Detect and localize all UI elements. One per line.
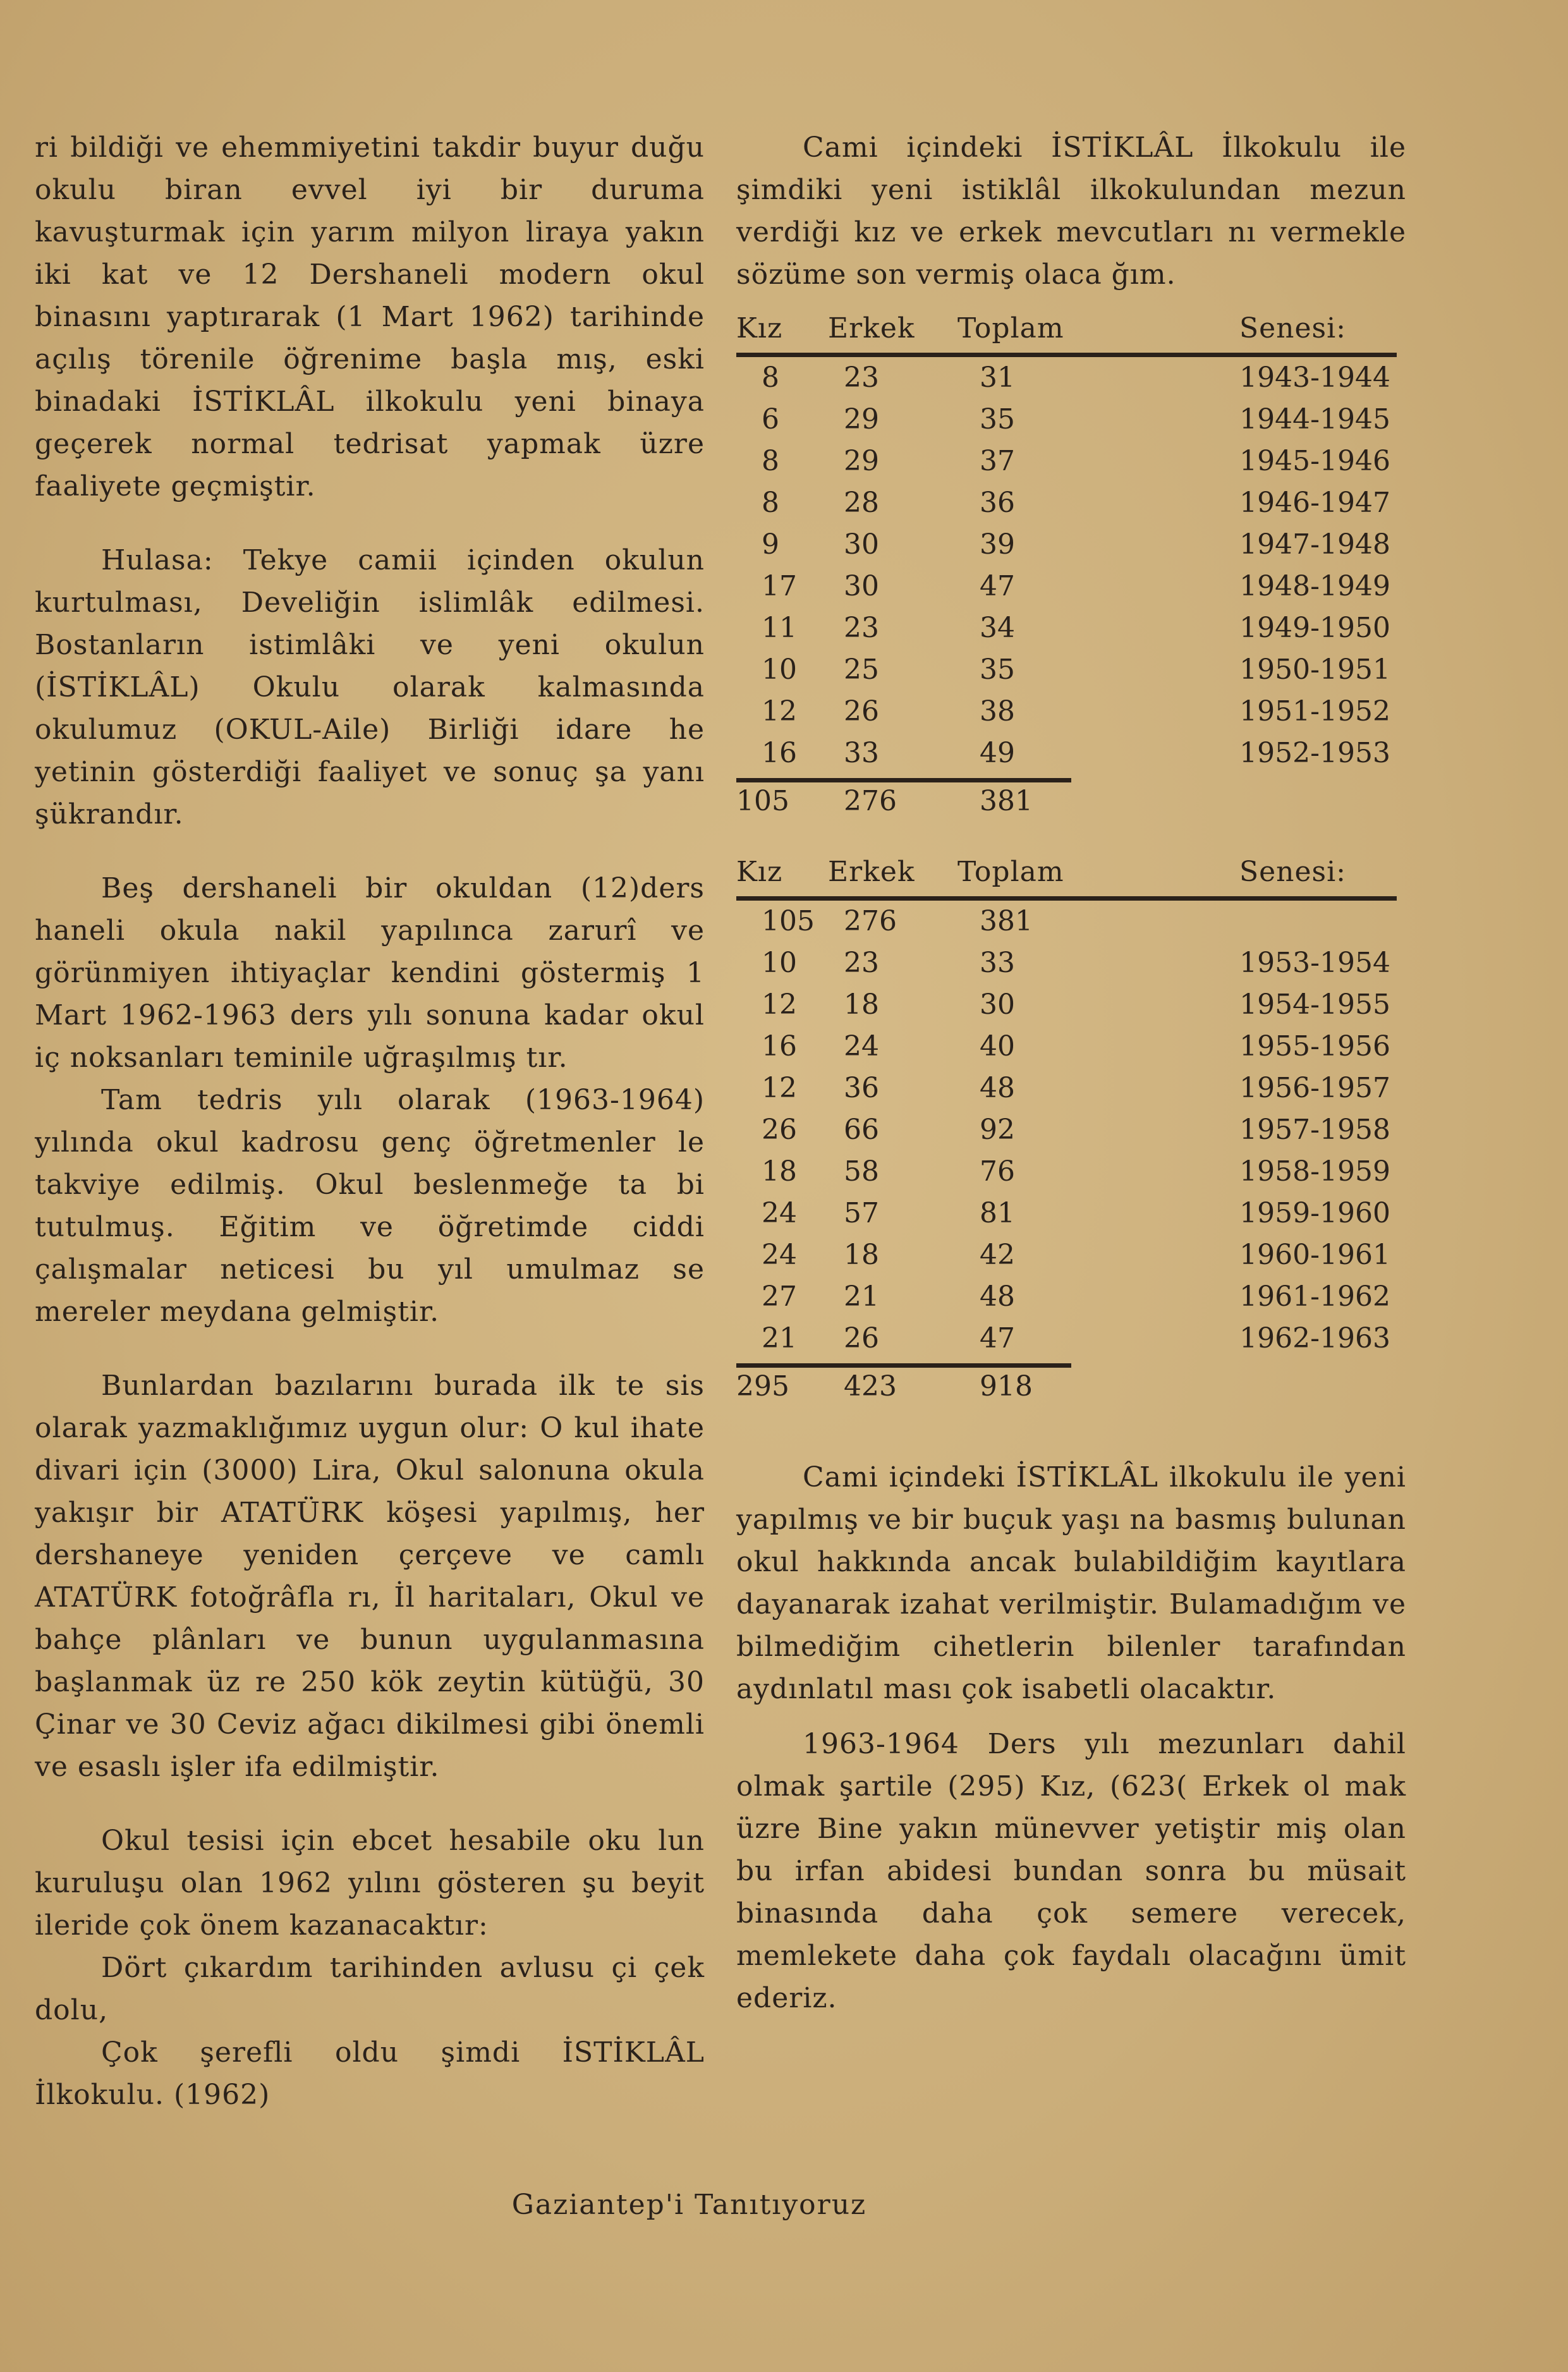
header-toplam: Toplam xyxy=(957,312,1064,344)
cell-toplam: 76 xyxy=(980,1155,1015,1188)
cell-erkek: 24 xyxy=(844,1030,879,1062)
total-rule xyxy=(736,1363,1071,1368)
cell-toplam: 42 xyxy=(980,1239,1015,1271)
cell-toplam: 81 xyxy=(980,1197,1015,1229)
table-row xyxy=(736,733,1406,774)
table-row xyxy=(736,566,1406,607)
table-header xyxy=(736,852,1397,901)
cell-toplam: 92 xyxy=(980,1114,1015,1146)
cell-senesi: 1952-1953 xyxy=(1239,737,1390,769)
cell-erkek: 23 xyxy=(844,947,879,979)
cell-senesi: 1953-1954 xyxy=(1239,947,1390,979)
paragraph: Tam tedris yılı olarak (1963-1964) yılında okul kadrosu genç öğretmenler le takviye edilmiş. Okul beslenmeğe ta bi tutulmuş. Eğitim ve öğretimde ciddi çalışmalar neticesi bu yıl umulmaz se mereler meydana gelmiştir. xyxy=(35,1084,705,1328)
cell-erkek: 23 xyxy=(844,612,879,644)
cell-toplam: 40 xyxy=(980,1030,1015,1062)
cell-toplam: 47 xyxy=(980,1322,1015,1354)
cell-toplam: 39 xyxy=(980,528,1015,561)
cell-senesi: 1948-1949 xyxy=(1239,570,1390,602)
graduates-table-2 xyxy=(736,852,1406,1406)
table-row xyxy=(736,901,1406,942)
cell-erkek: 66 xyxy=(844,1114,879,1146)
cell-erkek: 33 xyxy=(844,737,879,769)
cell-senesi: 1946-1947 xyxy=(1239,487,1390,519)
header-toplam: Toplam xyxy=(957,856,1064,888)
cell-kiz: 8 xyxy=(762,362,779,394)
table-row xyxy=(736,1109,1406,1151)
cell-toplam: 30 xyxy=(980,988,1015,1021)
cell-senesi: 1961-1962 xyxy=(1239,1280,1390,1313)
cell-toplam: 37 xyxy=(980,445,1015,477)
table-row xyxy=(736,441,1406,482)
cell-kiz: 6 xyxy=(762,403,779,435)
cell-senesi: 1956-1957 xyxy=(1239,1072,1390,1104)
total-toplam: 381 xyxy=(980,785,1033,817)
cell-kiz: 12 xyxy=(762,988,797,1021)
page-footer: Gaziantep'i Tanıtıyoruz xyxy=(511,2189,867,2221)
cell-toplam: 35 xyxy=(980,403,1015,435)
table-row xyxy=(736,1318,1406,1359)
cell-senesi: 1959-1960 xyxy=(1239,1197,1390,1229)
total-erkek: 423 xyxy=(844,1370,897,1402)
cell-kiz: 10 xyxy=(762,947,797,979)
cell-senesi: 1950-1951 xyxy=(1239,654,1390,686)
cell-kiz: 26 xyxy=(762,1114,797,1146)
cell-kiz: 24 xyxy=(762,1197,797,1229)
total-kiz: 295 xyxy=(736,1370,789,1402)
paragraph: Hulasa: Tekye camii içinden okulun kurtulması, Develiğin islimlâk edilmesi. Bostanların istimlâki ve yeni okulun (İSTİKLÂL) Okulu olarak kalmasında okulumuz (OKUL-Aile) Birliği idare he yetinin gösterdiği faaliyet ve sonuç şa yanı şükrandır. xyxy=(35,544,705,830)
header-kiz: Kız xyxy=(736,856,783,888)
table-row xyxy=(736,984,1406,1026)
cell-erkek: 18 xyxy=(844,988,879,1021)
cell-senesi: 1949-1950 xyxy=(1239,612,1390,644)
table-row xyxy=(736,1193,1406,1234)
cell-erkek: 30 xyxy=(844,528,879,561)
cell-kiz: 12 xyxy=(762,695,797,727)
cell-kiz: 17 xyxy=(762,570,797,602)
cell-toplam: 34 xyxy=(980,612,1015,644)
paragraph: Dört çıkardım tarihinden avlusu çi çek dolu, xyxy=(35,1952,705,2026)
cell-senesi xyxy=(1109,901,1397,942)
cell-kiz: 12 xyxy=(762,1072,797,1104)
cell-erkek: 23 xyxy=(844,362,879,394)
paragraph: 1963-1964 Ders yılı mezunları dahil olmak şartile (295) Kız, (623( Erkek ol mak üzre Bine yakın münevver yetiştir miş olan bu irfan abidesi bundan sonra bu müsait binasında daha çok semere verecek, memlekete daha çok faydalı olacağını ümit ederiz. xyxy=(736,1728,1406,2014)
cell-kiz: 16 xyxy=(762,737,797,769)
cell-senesi: 1958-1959 xyxy=(1239,1155,1390,1188)
table-row xyxy=(736,1234,1406,1276)
cell-kiz: 11 xyxy=(762,612,797,644)
paragraph: Bunlardan bazılarını burada ilk te sis olarak yazmaklığımız uygun olur: O kul ihate divari için (3000) Lira, Okul salonuna okula yakışır bir ATATÜRK köşesi yapılmış, her dershaneye yeniden çerçeve ve camlı ATATÜRK fotoğrâfla rı, İl haritaları, Okul ve bahçe plânları ve bunun uygulanmasına başlanmak üz re 250 kök zeytin kütüğü, 30 Çinar ve 30 Ceviz ağacı dikilmesi gibi önemli ve esaslı işler ifa edilmiştir. xyxy=(35,1370,705,1783)
cell-kiz: 16 xyxy=(762,1030,797,1062)
header-senesi: Senesi: xyxy=(1239,856,1346,888)
paragraph: Çok şerefli oldu şimdi İSTİKLÂL İlkokulu. (1962) xyxy=(35,2036,705,2111)
table-row xyxy=(736,1276,1406,1318)
cell-erkek: 21 xyxy=(844,1280,879,1313)
total-toplam: 918 xyxy=(980,1370,1033,1402)
table-body xyxy=(736,357,1406,774)
cell-toplam: 31 xyxy=(980,362,1015,394)
total-rule xyxy=(736,778,1071,782)
paragraph: ri bildiği ve ehemmiyetini takdir buyur duğu okulu biran evvel iyi bir duruma kavuşturmak için yarım milyon liraya yakın iki kat ve 12 Dershaneli modern okul binasını yaptırarak (1 Mart 1962) tarihinde açılış törenile öğrenime başla mış, eski binadaki İSTİKLÂL ilkokulu yeni binaya geçerek normal tedrisat yapmak üzre faaliyete geçmiştir. xyxy=(35,131,705,502)
table-total-row xyxy=(736,1368,1406,1406)
cell-senesi: 1945-1946 xyxy=(1239,445,1390,477)
cell-erkek: 29 xyxy=(844,403,879,435)
table-row xyxy=(736,1067,1406,1109)
cell-erkek: 57 xyxy=(844,1197,879,1229)
cell-senesi: 1960-1961 xyxy=(1239,1239,1390,1271)
table-row xyxy=(736,649,1406,691)
cell-toplam: 47 xyxy=(980,570,1015,602)
cell-erkek: 25 xyxy=(844,654,879,686)
header-erkek: Erkek xyxy=(828,312,915,344)
cell-senesi: 1957-1958 xyxy=(1239,1114,1390,1146)
table-header xyxy=(736,308,1397,357)
cell-toplam: 48 xyxy=(980,1072,1015,1104)
cell-erkek: 28 xyxy=(844,487,879,519)
table-total-row xyxy=(736,782,1406,820)
cell-toplam: 38 xyxy=(980,695,1015,727)
cell-senesi: 1955-1956 xyxy=(1239,1030,1390,1062)
table-row xyxy=(736,524,1406,566)
right-column xyxy=(736,126,1406,2051)
cell-erkek: 30 xyxy=(844,570,879,602)
total-erkek: 276 xyxy=(844,785,897,817)
table-row xyxy=(736,691,1406,733)
table-row xyxy=(736,482,1406,524)
table-row xyxy=(736,357,1406,399)
header-erkek: Erkek xyxy=(828,856,915,888)
cell-erkek: 26 xyxy=(844,695,879,727)
cell-kiz: 27 xyxy=(762,1280,797,1313)
cell-kiz: 21 xyxy=(762,1322,797,1354)
cell-senesi: 1962-1963 xyxy=(1239,1322,1390,1354)
cell-toplam: 36 xyxy=(980,487,1015,519)
table-row xyxy=(736,607,1406,649)
cell-erkek: 29 xyxy=(844,445,879,477)
total-kiz: 105 xyxy=(736,785,789,817)
cell-senesi: 1947-1948 xyxy=(1239,528,1390,561)
table-row xyxy=(736,1026,1406,1067)
cell-toplam: 381 xyxy=(980,905,1033,937)
table-body xyxy=(736,901,1406,1359)
cell-kiz: 105 xyxy=(762,905,815,937)
cell-senesi: 1943-1944 xyxy=(1239,362,1390,394)
cell-erkek: 58 xyxy=(844,1155,879,1188)
cell-kiz: 8 xyxy=(762,445,779,477)
cell-toplam: 49 xyxy=(980,737,1015,769)
cell-senesi: 1954-1955 xyxy=(1239,988,1390,1021)
cell-kiz: 9 xyxy=(762,528,779,561)
cell-toplam: 35 xyxy=(980,654,1015,686)
paragraph: Cami içindeki İSTİKLÂL ilkokulu ile yeni yapılmış ve bir buçuk yaşı na basmış bulunan okul hakkında ancak bulabildiğim kayıtlara dayanarak izahat verilmiştir. Bulamadığım ve bilmediğim cihetlerin bilenler tarafından aydınlatıl ması çok isabetli olacaktır. xyxy=(736,1461,1406,1705)
cell-erkek: 276 xyxy=(844,905,897,937)
cell-toplam: 48 xyxy=(980,1280,1015,1313)
cell-kiz: 24 xyxy=(762,1239,797,1271)
cell-toplam: 33 xyxy=(980,947,1015,979)
table-row xyxy=(736,1151,1406,1193)
header-kiz: Kız xyxy=(736,312,783,344)
graduates-table-1 xyxy=(736,308,1406,820)
intro-paragraph: Cami içindeki İSTİKLÂL İlkokulu ile şimdiki yeni istiklâl ilkokulundan mezun verdiği kız ve erkek mevcutları nı vermekle sözüme son vermiş olaca ğım. xyxy=(736,131,1406,291)
cell-erkek: 36 xyxy=(844,1072,879,1104)
table-row xyxy=(736,399,1406,441)
cell-senesi: 1944-1945 xyxy=(1239,403,1390,435)
left-column xyxy=(35,126,705,2148)
cell-erkek: 18 xyxy=(844,1239,879,1271)
cell-senesi: 1951-1952 xyxy=(1239,695,1390,727)
table-row xyxy=(736,942,1406,984)
paragraph: Beş dershaneli bir okuldan (12)ders haneli okula nakil yapılınca zarurî ve görünmiyen ihtiyaçlar kendini göstermiş 1 Mart 1962-1963 ders yılı sonuna kadar okul iç noksanları teminile uğraşılmış tır. xyxy=(35,872,705,1074)
cell-kiz: 18 xyxy=(762,1155,797,1188)
cell-erkek: 26 xyxy=(844,1322,879,1354)
cell-kiz: 10 xyxy=(762,654,797,686)
paragraph: Okul tesisi için ebcet hesabile oku lun kuruluşu olan 1962 yılını gösteren şu beyit ileride çok önem kazanacaktır: xyxy=(35,1825,705,1942)
header-senesi: Senesi: xyxy=(1239,312,1346,344)
cell-kiz: 8 xyxy=(762,487,779,519)
